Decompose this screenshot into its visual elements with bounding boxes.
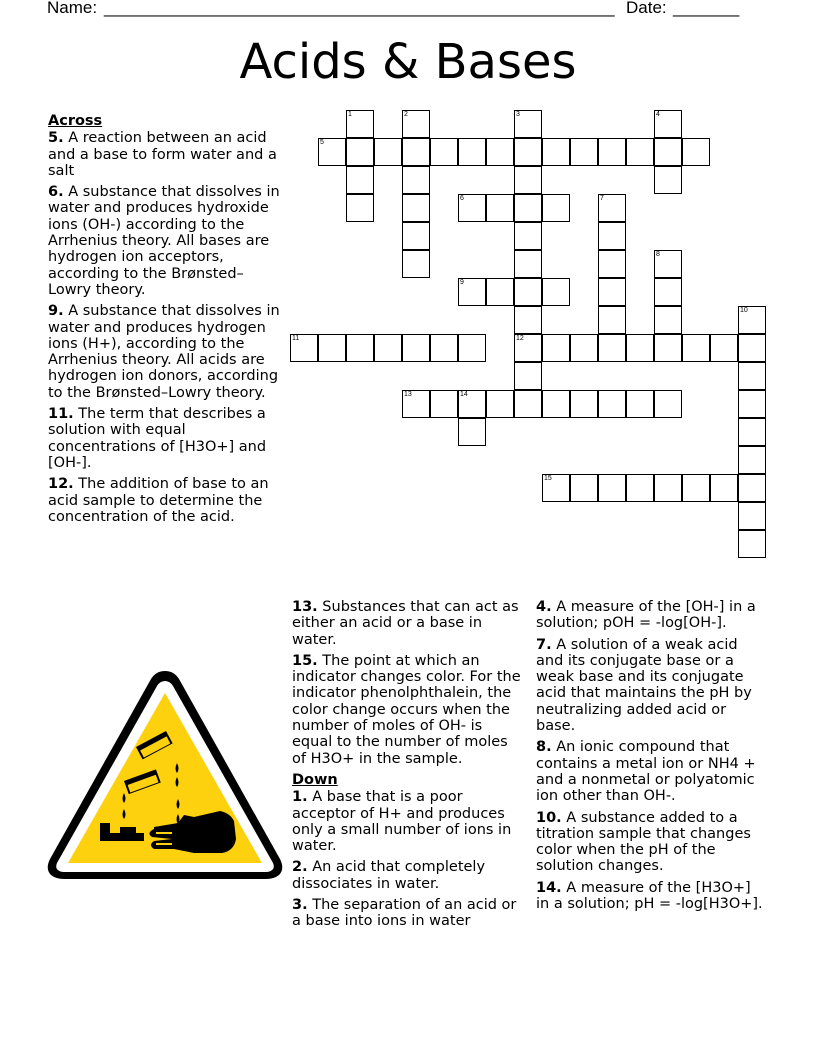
crossword-cell[interactable] <box>374 334 402 362</box>
crossword-cell[interactable] <box>654 390 682 418</box>
date-line: _______ <box>673 0 740 17</box>
clues-right-column <box>536 599 768 917</box>
crossword-cell[interactable] <box>738 306 766 334</box>
crossword-cell[interactable] <box>514 250 542 278</box>
crossword-cell[interactable] <box>346 334 374 362</box>
crossword-cell[interactable] <box>514 110 542 138</box>
crossword-cell[interactable] <box>738 474 766 502</box>
clue-across-13: 13. Substances that can act as either an acid or a base in water. <box>292 599 519 648</box>
crossword-cell[interactable] <box>486 390 514 418</box>
crossword-cell[interactable] <box>738 502 766 530</box>
crossword-cell[interactable] <box>346 166 374 194</box>
crossword-cell[interactable] <box>458 194 486 222</box>
crossword-cell[interactable] <box>710 474 738 502</box>
cell-number: 8 <box>656 251 660 258</box>
cell-number: 1 <box>348 111 352 118</box>
clue-down-10: 10. A substance added to a titration sample that changes color when the pH of the solution changes. <box>536 809 751 875</box>
crossword-cell[interactable] <box>654 166 682 194</box>
crossword-cell[interactable] <box>402 138 430 166</box>
crossword-cell[interactable] <box>290 334 318 362</box>
crossword-cell[interactable] <box>486 138 514 166</box>
crossword-cell[interactable] <box>402 250 430 278</box>
crossword-cell[interactable] <box>542 390 570 418</box>
crossword-cell[interactable] <box>654 474 682 502</box>
clues-middle-column <box>292 599 524 935</box>
crossword-cell[interactable] <box>654 278 682 306</box>
crossword-cell[interactable] <box>542 278 570 306</box>
clue-down-7: 7. A solution of a weak acid and its conjugate base or a weak base and its conjugate acid that maintains the pH by neutralizing added acid or base. <box>536 636 752 735</box>
crossword-cell[interactable] <box>514 362 542 390</box>
clue-across-11: 11. The term that describes a solution with equal concentrations of [H3O+] and [OH-]. <box>48 406 267 471</box>
cell-number: 3 <box>516 111 520 118</box>
crossword-cell[interactable] <box>430 334 458 362</box>
crossword-cell[interactable] <box>738 362 766 390</box>
crossword-cell[interactable] <box>458 278 486 306</box>
crossword-cell[interactable] <box>626 138 654 166</box>
clue-across-9: 9. A substance that dissolves in water and produces hydrogen ions (H+), according to the Arrhenius theory. All acids are hydrogen ion donors, according to the Brønsted–Lowry theory. <box>48 303 280 401</box>
crossword-cell[interactable] <box>598 278 626 306</box>
crossword-cell[interactable] <box>626 474 654 502</box>
clue-across-5: 5. A reaction between an acid and a base to form water and a salt <box>48 130 277 179</box>
clue-down-8: 8. An ionic compound that contains a metal ion or NH4 + and a nonmetal or polyatomic ion other than OH-. <box>536 739 756 805</box>
crossword-cell[interactable] <box>626 334 654 362</box>
crossword-cell[interactable] <box>346 138 374 166</box>
clue-down-3: 3. The separation of an acid or a base into ions in water <box>292 897 517 930</box>
crossword-cell[interactable] <box>542 194 570 222</box>
crossword-cell[interactable] <box>402 390 430 418</box>
crossword-cell[interactable] <box>514 390 542 418</box>
crossword-cell[interactable] <box>598 194 626 222</box>
crossword-cell[interactable] <box>570 390 598 418</box>
crossword-cell[interactable] <box>682 334 710 362</box>
crossword-cell[interactable] <box>598 222 626 250</box>
clue-across-6: 6. A substance that dissolves in water and produces hydroxide ions (OH-) according to the Arrhenius theory. All bases are hydrogen ion acceptors, according to the Brønsted–Lowry theory. <box>48 184 280 298</box>
across-heading: Across <box>48 113 103 129</box>
crossword-cell[interactable] <box>402 194 430 222</box>
cell-number: 7 <box>600 195 604 202</box>
crossword-cell[interactable] <box>682 474 710 502</box>
crossword-cell[interactable] <box>598 138 626 166</box>
clue-down-2: 2. An acid that completely dissociates in water. <box>292 859 486 892</box>
corrosive-warning-icon <box>44 663 286 885</box>
clue-across-12: 12. The addition of base to an acid sample to determine the concentration of the acid. <box>48 476 269 525</box>
crossword-cell[interactable] <box>430 138 458 166</box>
cell-number: 12 <box>516 335 524 342</box>
crossword-cell[interactable] <box>402 110 430 138</box>
crossword-cell[interactable] <box>318 138 346 166</box>
date-label: Date: <box>626 0 667 17</box>
crossword-cell[interactable] <box>402 222 430 250</box>
cell-number: 9 <box>460 279 464 286</box>
crossword-cell[interactable] <box>626 390 654 418</box>
crossword-cell[interactable] <box>430 390 458 418</box>
crossword-cell[interactable] <box>486 194 514 222</box>
clue-down-1: 1. A base that is a poor acceptor of H+ and produces only a small number of ions in water. <box>292 789 512 855</box>
crossword-cell[interactable] <box>738 418 766 446</box>
crossword-cell[interactable] <box>738 334 766 362</box>
crossword-cell[interactable] <box>514 278 542 306</box>
crossword-cell[interactable] <box>374 138 402 166</box>
crossword-cell[interactable] <box>514 166 542 194</box>
crossword-cell[interactable] <box>402 334 430 362</box>
crossword-cell[interactable] <box>654 306 682 334</box>
crossword-cell[interactable] <box>598 306 626 334</box>
cell-number: 10 <box>740 307 748 314</box>
clue-across-15: 15. The point at which an indicator changes color. For the indicator phenolphthalein, the color change occurs when the number of moles of OH- is equal to the number of moles of H3O+ in the sample. <box>292 652 521 767</box>
crossword-cell[interactable] <box>654 110 682 138</box>
crossword-cell[interactable] <box>514 194 542 222</box>
crossword-cell[interactable] <box>458 418 486 446</box>
crossword-cell[interactable] <box>654 138 682 166</box>
crossword-cell[interactable] <box>402 166 430 194</box>
crossword-cell[interactable] <box>486 278 514 306</box>
page-title: Acids & Bases <box>239 34 577 90</box>
crossword-cell[interactable] <box>514 334 542 362</box>
cell-number: 5 <box>320 139 324 146</box>
down-heading: Down <box>292 771 338 788</box>
crossword-cell[interactable] <box>598 250 626 278</box>
cell-number: 15 <box>544 475 552 482</box>
crossword-cell[interactable] <box>738 446 766 474</box>
crossword-cell[interactable] <box>514 306 542 334</box>
crossword-cell[interactable] <box>458 390 486 418</box>
crossword-cell[interactable] <box>346 194 374 222</box>
crossword-cell[interactable] <box>542 334 570 362</box>
clue-down-4: 4. A measure of the [OH-] in a solution; pOH = -log[OH-]. <box>536 599 756 632</box>
crossword-cell[interactable] <box>710 334 738 362</box>
crossword-cell[interactable] <box>458 334 486 362</box>
crossword-cell[interactable] <box>318 334 346 362</box>
cell-number: 4 <box>656 111 660 118</box>
crossword-cell[interactable] <box>542 138 570 166</box>
cell-number: 11 <box>292 335 300 342</box>
name-line: ______________________________________________________ <box>104 0 615 17</box>
crossword-cell[interactable] <box>682 138 710 166</box>
crossword-cell[interactable] <box>514 138 542 166</box>
name-label: Name: <box>47 0 98 17</box>
clue-down-14: 14. A measure of the [H3O+] in a solution; pH = -log[H3O+]. <box>536 879 763 913</box>
crossword-cell[interactable] <box>654 334 682 362</box>
crossword-cell[interactable] <box>570 474 598 502</box>
crossword-cell[interactable] <box>598 334 626 362</box>
crossword-cell[interactable] <box>458 138 486 166</box>
crossword-cell[interactable] <box>738 530 766 558</box>
crossword-cell[interactable] <box>654 250 682 278</box>
crossword-cell[interactable] <box>514 222 542 250</box>
cell-number: 2 <box>404 111 408 118</box>
crossword-cell[interactable] <box>598 474 626 502</box>
crossword-cell[interactable] <box>738 390 766 418</box>
cell-number: 13 <box>404 391 412 398</box>
crossword-cell[interactable] <box>542 474 570 502</box>
clues-across-column <box>48 113 280 530</box>
crossword-cell[interactable] <box>570 334 598 362</box>
crossword-cell[interactable] <box>570 138 598 166</box>
crossword-cell[interactable] <box>346 110 374 138</box>
cell-number: 6 <box>460 195 464 202</box>
crossword-cell[interactable] <box>598 390 626 418</box>
cell-number: 14 <box>460 391 468 398</box>
